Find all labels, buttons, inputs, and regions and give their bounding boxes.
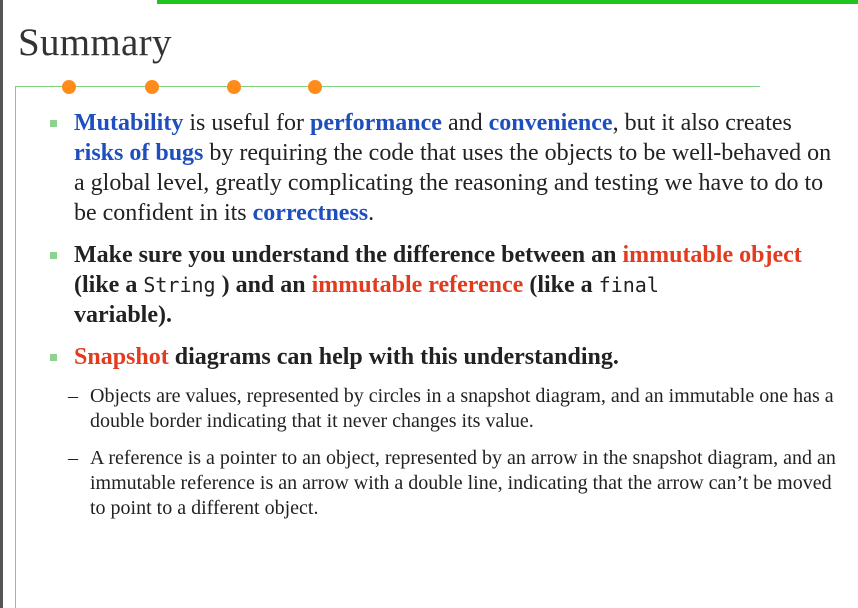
orange-dot-1 <box>62 80 76 94</box>
bullet-square-icon <box>50 252 57 259</box>
sub-bullet-text: Objects are values, represented by circles in a snapshot diagram, and an immutable one has a double border indicating that it never changes its value. <box>90 385 834 432</box>
dash-icon: – <box>68 447 78 469</box>
text: is useful for <box>183 110 310 136</box>
text: diagrams can help with this understanding. <box>168 344 619 370</box>
orange-dot-2 <box>145 80 159 94</box>
text: Make sure you understand the difference between an <box>74 242 623 268</box>
term-snapshot: Snapshot <box>74 344 169 370</box>
term-risks-of-bugs: risks of bugs <box>74 140 204 166</box>
left-guide-line <box>15 86 16 608</box>
bullet-square-icon <box>50 354 57 361</box>
orange-dot-4 <box>308 80 322 94</box>
bullet-snapshot <box>46 342 836 372</box>
term-convenience: convenience <box>488 110 613 136</box>
dash-icon: – <box>68 385 78 407</box>
text: variable). <box>74 302 172 328</box>
text: ) and an <box>215 272 312 298</box>
bullet-mutability <box>46 108 836 228</box>
term-correctness: correctness <box>252 200 369 226</box>
text: . <box>368 200 375 226</box>
term-immutable-object: immutable object <box>622 242 802 268</box>
text: (like a <box>74 272 144 298</box>
slide-title: Summary <box>18 21 172 64</box>
code-final: final <box>598 273 659 297</box>
text: and <box>441 110 489 136</box>
top-accent-bar <box>157 0 858 4</box>
sub-bullet-text: A reference is a pointer to an object, represented by an arrow in the snapshot diagram, and an immutable reference is an arrow with a double line, indicating that the arrow can’t be moved to point to a different object. <box>90 447 836 519</box>
code-string: String <box>143 273 216 297</box>
left-border <box>0 0 3 608</box>
term-performance: performance <box>310 110 442 136</box>
term-mutability: Mutability <box>74 110 184 136</box>
text: , but it also creates <box>612 110 792 136</box>
sub-bullet-reference <box>46 446 836 521</box>
sub-bullet-objects <box>46 384 836 434</box>
text: (like a <box>523 272 599 298</box>
title-underline <box>15 86 760 87</box>
text: by requiring the code that uses the objects to be well-behaved on a global level, greatly complicating the reasoning and testing we have to do to be confident in its <box>74 140 832 226</box>
term-immutable-reference: immutable reference <box>311 272 524 298</box>
bullet-square-icon <box>50 120 57 127</box>
bullet-immutable-difference <box>46 240 836 330</box>
orange-dot-3 <box>227 80 241 94</box>
slide-content <box>46 108 836 533</box>
